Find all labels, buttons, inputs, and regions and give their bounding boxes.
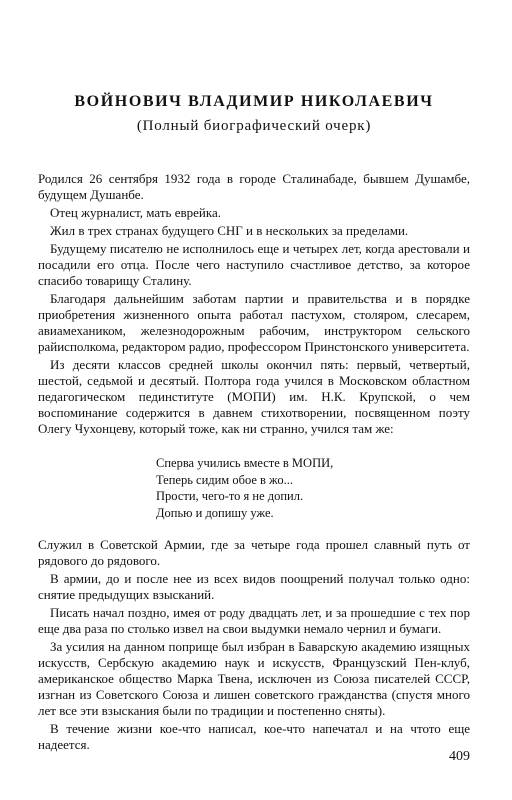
- document-body: [38, 171, 470, 753]
- poem-verse: [156, 455, 470, 521]
- document-page: [38, 78, 470, 755]
- document-subtitle: (Полный биографический очерк): [136, 118, 372, 134]
- paragraph-countries: Жил в трех странах будущего СНГ и в нескольких за пределами.: [50, 223, 409, 238]
- paragraph-honors: За усилия на данном поприще был избран в Баварскую академию изящных искусств, Сербскую академию наук и искусств, Французский Пен-клуб, американское общество Марка Твена, исключен из Союза писателей СССР, изгнан из Советского Союза и лишен советского гражданства (спустя много лет все эти взыскания были по традиции и постепенно сняты).: [38, 639, 470, 718]
- paragraph-work: Благодаря дальнейшим заботам партии и правительства и в порядке приобретения жизненного опыта работал пастухом, столяром, слесарем, авиамехаником, железнодорожным рабочим, инструктором сельского райисполкома, редактором радио, профессором Принстонского университета.: [38, 291, 470, 354]
- paragraph-childhood: Будущему писателю не исполнилось еще и четырех лет, когда арестовали и посадили его отца. После чего наступило счастливое детство, за которое спасибо товарищу Сталину.: [38, 241, 470, 288]
- paragraph-education: Из десяти классов средней школы окончил пять: первый, четвертый, шестой, седьмой и десятый. Полтора года учился в Московском областном педагогическом пединституте (МОПИ) им. Н.К. Крупской, о чем воспоминание содержится в давнем стихотворении, посвященном поэту Олегу Чухонцеву, который тоже, как ни странно, учился там же:: [38, 357, 470, 436]
- paragraph-birth: Родился 26 сентября 1932 года в городе Сталинабаде, бывшем Душамбе, будущем Душанбе.: [38, 171, 470, 202]
- verse-line: Сперва учились вместе в МОПИ,: [156, 456, 334, 470]
- paragraph-army: Служил в Советской Армии, где за четыре года прошел славный путь от рядового до рядового.: [38, 537, 470, 568]
- paragraph-writing: Писать начал поздно, имея от роду двадцать лет, и за прошедшие с тех пор еще два раза по столько извел на свои выдумки немало чернил и бумаги.: [38, 605, 470, 636]
- document-title: ВОЙНОВИЧ ВЛАДИМИР НИКОЛАЕВИЧ: [74, 93, 434, 110]
- verse-line: Прости, чего-то я не допил.: [156, 489, 304, 503]
- paragraph-army-rewards: В армии, до и после нее из всех видов поощрений получал только одно: снятие предыдущих взысканий.: [38, 571, 470, 602]
- paragraph-parents: Отец журналист, мать еврейка.: [50, 205, 221, 220]
- paragraph-hope: В течение жизни кое-что написал, кое-что напечатал и на чтото еще надеется.: [38, 721, 470, 752]
- verse-line: Теперь сидим обое в жо...: [156, 472, 294, 487]
- verse-line: Допью и допишу уже.: [156, 505, 274, 520]
- page-number: 409: [449, 749, 470, 764]
